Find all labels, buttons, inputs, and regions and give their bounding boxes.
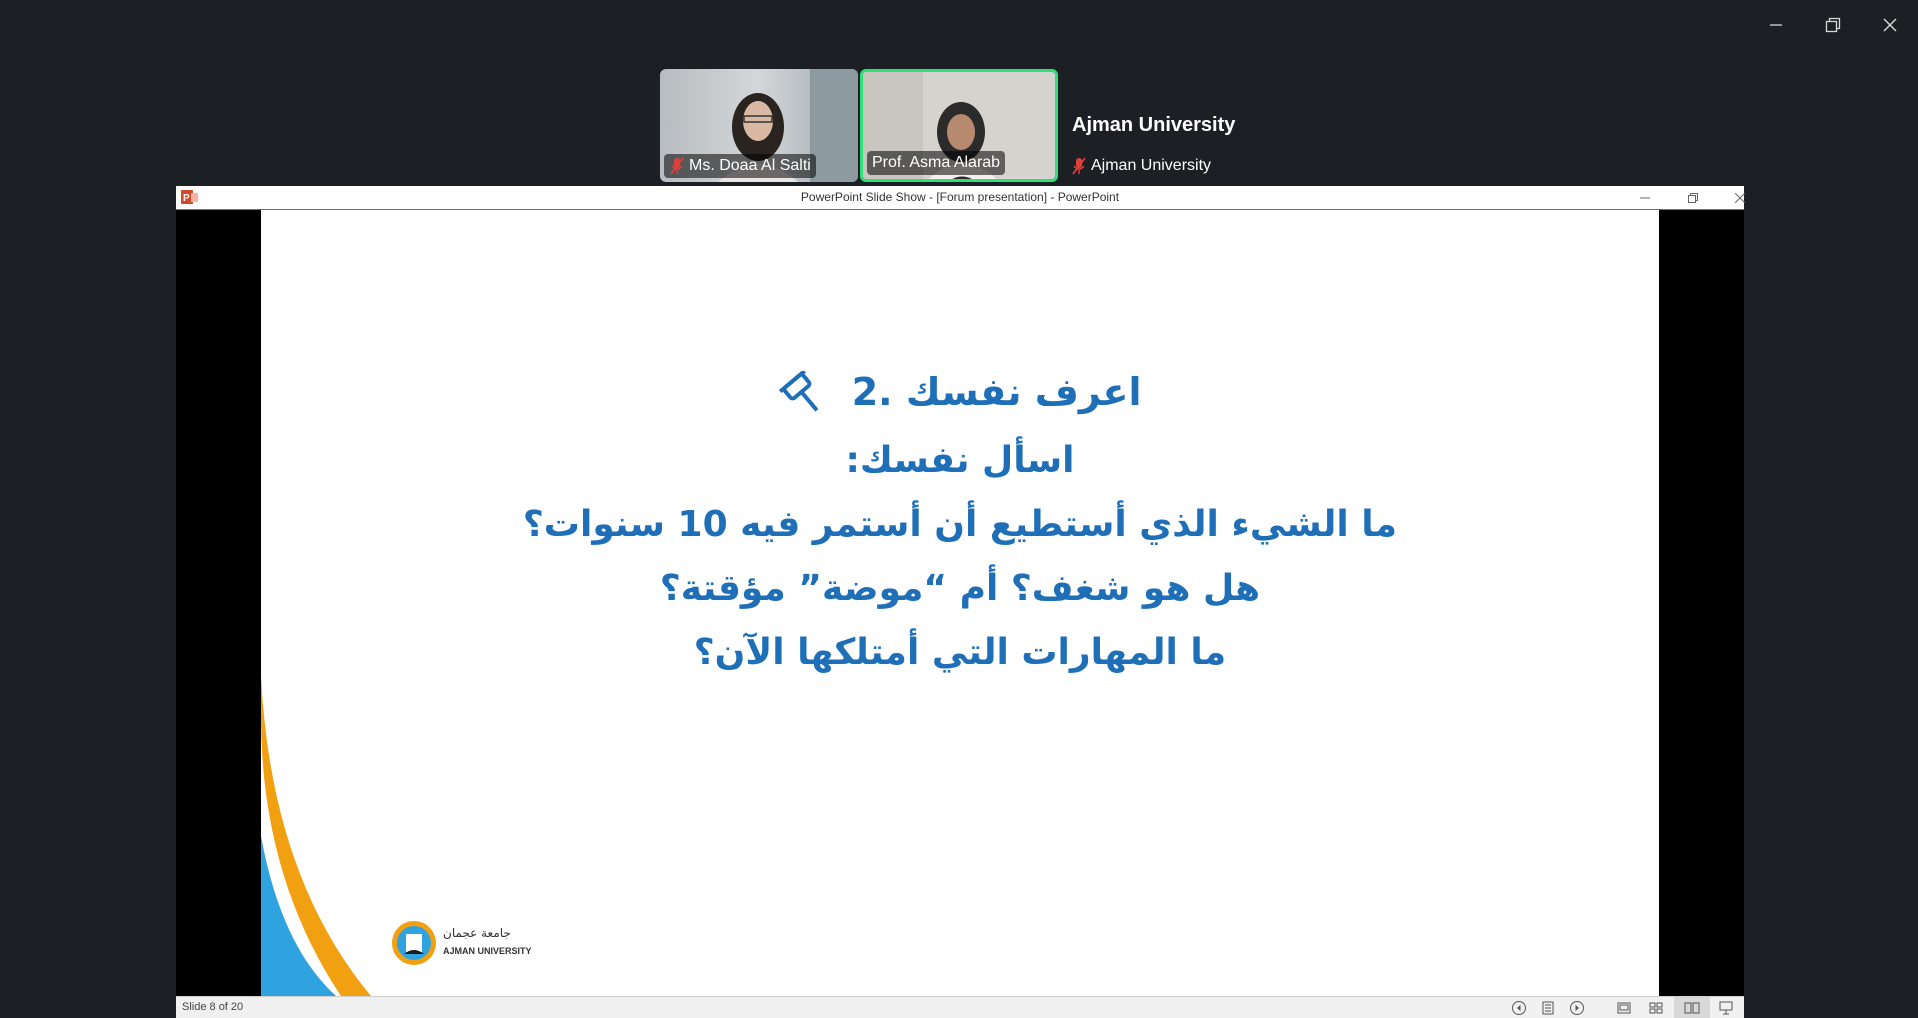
- pp-close-button[interactable]: [1717, 186, 1763, 209]
- reading-view-button[interactable]: [1674, 997, 1710, 1018]
- participant-name-tag: [867, 151, 1005, 175]
- participant-name: Prof. Asma Alarab: [872, 154, 1001, 171]
- pp-restore-button[interactable]: [1670, 186, 1716, 209]
- normal-view-icon[interactable]: [1616, 1000, 1632, 1016]
- ajman-university-logo: [391, 920, 541, 970]
- gavel-icon: [778, 371, 830, 419]
- pp-minimize-button[interactable]: [1622, 186, 1668, 209]
- participant-tile-asma[interactable]: [860, 69, 1058, 182]
- restore-button[interactable]: [1813, 8, 1853, 42]
- slide-line-3: هل هو شغف؟ أم “موضة” مؤقتة؟: [659, 568, 1261, 609]
- ajman-seal-icon: [391, 920, 437, 966]
- powerpoint-titlebar: [176, 186, 1744, 210]
- restore-icon: [1825, 17, 1841, 33]
- minimize-icon: [1769, 18, 1783, 32]
- close-icon: [1735, 193, 1745, 203]
- close-button[interactable]: [1870, 8, 1910, 42]
- slide-menu-icon[interactable]: [1540, 1000, 1556, 1016]
- slide-line-2: ما الشيء الذي أستطيع أن أستمر فيه 10 سنوات؟: [522, 504, 1398, 545]
- next-slide-icon[interactable]: [1569, 1000, 1585, 1016]
- mic-muted-icon: [669, 157, 685, 175]
- slide-heading: [261, 370, 1659, 426]
- powerpoint-window: [176, 186, 1744, 1018]
- slide-indicator: Slide 8 of 20: [182, 1001, 244, 1013]
- minimize-icon: [1640, 193, 1650, 203]
- previous-slide-icon[interactable]: [1511, 1000, 1527, 1016]
- logo-english-text: AJMAN UNIVERSITY: [443, 946, 532, 956]
- close-icon: [1882, 17, 1898, 33]
- slide-decoration-bands: [261, 676, 381, 996]
- mic-muted-icon: [1071, 157, 1087, 175]
- slide-sorter-icon[interactable]: [1648, 1000, 1664, 1016]
- restore-icon: [1688, 193, 1698, 203]
- slide-show-icon[interactable]: [1718, 1000, 1734, 1016]
- slide-canvas: [261, 210, 1659, 996]
- participant-name: Ajman University: [1091, 157, 1212, 174]
- logo-arabic-text: جامعة عجمان: [443, 926, 511, 940]
- participant-tile-ajman[interactable]: [1062, 69, 1262, 182]
- heading-text: اعرف نفسك .2: [851, 370, 1142, 414]
- slide-line-4: ما المهارات التي أمتلكها الآن؟: [693, 632, 1227, 673]
- window-title: PowerPoint Slide Show - [Forum presentation] - PowerPoint: [800, 190, 1120, 204]
- participant-video-off-name: Ajman University: [1072, 114, 1236, 136]
- participant-tile-doaa[interactable]: [660, 69, 858, 182]
- powerpoint-statusbar: [176, 996, 1744, 1018]
- slide-line-1: اسأل نفسك:: [845, 440, 1075, 481]
- minimize-button[interactable]: [1756, 8, 1796, 42]
- participant-name-tag: [664, 154, 816, 178]
- svg-text:P: P: [183, 193, 190, 204]
- participant-name-tag: [1066, 154, 1216, 178]
- reading-view-icon: [1684, 1000, 1700, 1016]
- participant-name: Ms. Doaa Al Salti: [689, 157, 811, 174]
